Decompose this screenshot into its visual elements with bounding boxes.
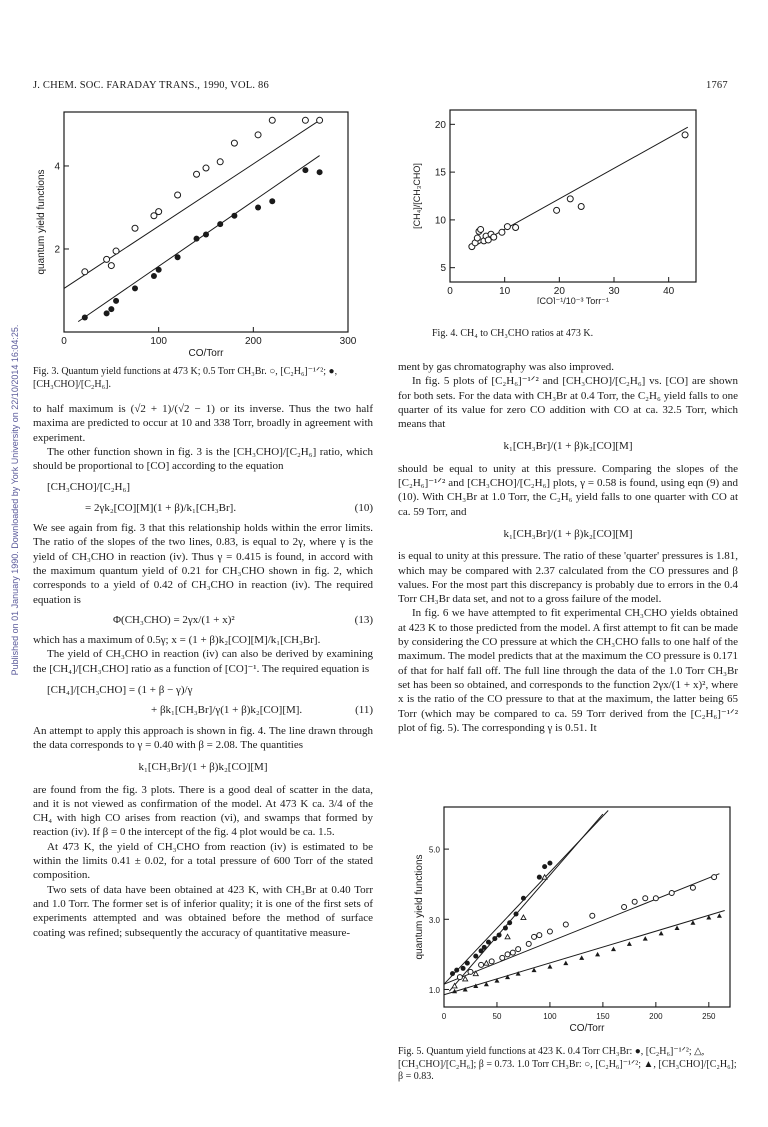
equation-13	[33, 613, 373, 627]
y-axis-label: quantum yield functions	[414, 854, 425, 960]
plot-frame	[450, 110, 696, 282]
equation-b: k₁[CH₃Br]/(1 + β)k₂[CO][M]	[503, 527, 633, 540]
data-point-filled-circle	[497, 933, 502, 938]
fig5-chart	[410, 803, 738, 1043]
data-point-filled-triangle	[579, 955, 584, 960]
data-point-open-circle	[682, 132, 688, 138]
data-point-filled-triangle	[627, 941, 632, 946]
data-point-open-circle	[669, 890, 674, 895]
data-point-filled-triangle	[717, 913, 722, 918]
data-point-filled-circle	[465, 961, 470, 966]
y-tick-label: 5	[440, 263, 446, 275]
data-point-open-circle	[457, 975, 462, 980]
equation-10-rhs: = 2γk₂[CO][M](1 + β)/k₁[CH₃Br].	[85, 501, 237, 514]
download-note	[8, 70, 22, 930]
data-point-open-circle	[317, 117, 323, 123]
x-tick-label: 100	[543, 1012, 557, 1021]
paragraph: Two sets of data have been obtained at 423 K, with CH₃Br at 0.40 Torr and 1.0 Torr. The former set is of inferior quality; it is one of the first sets of experiments attempted and was obtained before the method of surface coating was refined; subsequently the accuracy of quantitative measure-	[33, 883, 373, 939]
data-point-open-circle	[632, 899, 637, 904]
paragraph: are found from the fig. 3 plots. There is a good deal of scatter in the data, and it is not viewed as confirmation of the model. At 473 K ca. 3/4 of the CH₄ with high CO arises from reaction (vi), and swamps that formed by reaction (iv). If β = 0 the intercept of the fig. 4 plot would be ca. 1.5.	[33, 783, 373, 839]
data-point-open-circle	[132, 225, 138, 231]
paragraph: which has a maximum of 0.5γ; x = (1 + β)k₂[CO][M]/k₁[CH₃Br].	[33, 634, 321, 647]
equation-10	[33, 501, 373, 515]
plot-frame	[64, 112, 348, 332]
x-tick-label: 0	[447, 286, 453, 297]
data-point-filled-circle	[317, 169, 323, 175]
y-tick-label: 15	[434, 167, 446, 179]
plot-frame	[444, 807, 730, 1007]
data-point-filled-circle	[302, 167, 308, 173]
data-point-filled-circle	[473, 954, 478, 959]
data-point-open-circle	[526, 941, 531, 946]
equation-number: (13)	[354, 613, 373, 626]
data-point-filled-circle	[542, 864, 547, 869]
data-point-filled-circle	[175, 254, 181, 260]
data-point-open-circle	[194, 171, 200, 177]
fit-line	[64, 120, 320, 288]
x-axis-label: [CO]⁻¹/10⁻³ Torr⁻¹	[536, 296, 610, 304]
data-point-filled-circle	[231, 213, 237, 219]
equation-a: k₁[CH₃Br]/(1 + β)k₂[CO][M]	[503, 440, 633, 453]
x-axis-label: CO/Torr	[188, 348, 224, 359]
data-point-filled-triangle	[643, 936, 648, 941]
data-point-open-circle	[504, 224, 510, 230]
data-point-open-circle	[203, 165, 209, 171]
fit-line	[444, 911, 725, 995]
data-point-filled-circle	[132, 285, 138, 291]
data-point-filled-circle	[269, 198, 275, 204]
data-point-open-triangle	[521, 915, 526, 920]
data-point-open-triangle	[484, 961, 489, 966]
data-point-open-circle	[108, 263, 114, 269]
data-point-open-triangle	[505, 934, 510, 939]
equation-10-lhs: [CH₃CHO]/[C₂H₆]	[47, 481, 130, 494]
data-point-open-circle	[537, 933, 542, 938]
data-point-open-circle	[255, 132, 261, 138]
data-point-open-circle	[500, 955, 505, 960]
paragraph: to half maximum is (√2 + 1)/(√2 − 1) or its inverse. Thus the two half maxima are predicted to occur at 10 and 338 Torr, broadly in agreement with experiment.	[33, 403, 373, 444]
data-point-open-circle	[516, 947, 521, 952]
data-point-open-circle	[479, 962, 484, 967]
paragraph: At 473 K, the yield of CH₃CHO from reaction (iv) is estimated to be within the limits 0.41 ± 0.02, for a total pressure of 600 Torr of the stated composition.	[33, 840, 373, 882]
fig4-caption: Fig. 4. CH₄ to CH₃CHO ratios at 473 K.	[432, 328, 594, 339]
paragraph: We see again from fig. 3 that this relationship holds within the error limits. The ratio of the slopes of the two lines, 0.83, is equal to 2γ, where γ is the yield of CH₃CHO in reaction (iv). Thus γ = 0.415 is found, in accord with the maximum quantum yield of 0.21 for CH₃CHO shown in fig. 2, which corresponds to a yield of 0.42 of CH₃CHO in reaction (iv). The required equation is	[33, 522, 373, 606]
data-point-open-circle	[653, 896, 658, 901]
data-point-filled-circle	[461, 966, 466, 971]
x-tick-label: 300	[339, 336, 357, 347]
data-point-open-circle	[690, 885, 695, 890]
x-axis-label: CO/Torr	[569, 1023, 605, 1034]
x-tick-label: 0	[61, 336, 67, 347]
data-point-open-circle	[302, 117, 308, 123]
data-point-filled-circle	[203, 231, 209, 237]
data-point-filled-circle	[547, 861, 552, 866]
data-point-open-circle	[510, 950, 515, 955]
y-tick-label: 20	[434, 119, 446, 131]
fit-line	[449, 814, 603, 991]
data-point-filled-circle	[537, 875, 542, 880]
paragraph: is equal to unity at this pressure. The ratio of these 'quarter' pressures is 1.81, which may be compared with 2.37 calculated from the CO pressures and β values. For the most part this discrepancy is probably due to errors in the 0.4 Torr CH₃Br data set, and not to a gross failure of the model.	[398, 550, 738, 606]
data-point-open-circle	[82, 269, 88, 275]
equation-number: (10)	[354, 501, 373, 514]
data-point-open-triangle	[452, 983, 457, 988]
data-point-open-triangle	[463, 976, 468, 981]
data-point-filled-circle	[82, 314, 88, 320]
y-tick-label: 10	[434, 215, 446, 227]
data-point-filled-circle	[521, 896, 526, 901]
left-column	[33, 402, 373, 940]
data-point-filled-circle	[255, 204, 261, 210]
data-point-filled-circle	[194, 236, 200, 242]
running-header: J. CHEM. SOC. FARADAY TRANS., 1990, VOL. 86	[33, 80, 269, 91]
data-point-filled-circle	[482, 945, 487, 950]
equation-11-line1: [CH₄]/[CH₃CHO] = (1 + β − γ)/γ	[47, 684, 193, 697]
x-tick-label: 0	[441, 1012, 447, 1021]
data-point-open-circle	[217, 159, 223, 165]
figure-3	[34, 104, 364, 362]
y-axis-label: [CH₄]/[CH₃CHO]	[412, 163, 422, 229]
equation-11	[33, 703, 373, 717]
paragraph: ment by gas chromatography was also improved.	[398, 361, 614, 373]
data-point-filled-circle	[108, 306, 114, 312]
y-tick-label: 3.0	[428, 915, 440, 925]
data-point-filled-triangle	[563, 961, 568, 966]
data-point-open-circle	[474, 235, 480, 241]
x-tick-label: 50	[492, 1012, 502, 1021]
data-point-open-circle	[489, 959, 494, 964]
y-tick-label: 4	[54, 161, 60, 173]
right-column	[398, 360, 738, 735]
data-point-open-circle	[547, 929, 552, 934]
equation-11-line2: + βk₁[CH₃Br]/γ(1 + β)k₂[CO][M].	[151, 704, 303, 717]
data-point-open-circle	[513, 225, 519, 231]
data-point-filled-circle	[104, 310, 110, 316]
equation-quantities: k₁[CH₃Br]/(1 + β)k₂[CO][M]	[138, 761, 268, 774]
data-point-filled-triangle	[547, 964, 552, 969]
x-tick-label: 10	[499, 286, 511, 297]
x-tick-label: 150	[596, 1012, 610, 1021]
equation-13-body: Φ(CH₃CHO) = 2γx/(1 + x)²	[113, 613, 235, 626]
data-point-open-circle	[491, 234, 497, 240]
data-point-filled-circle	[492, 936, 497, 941]
y-tick-label: 5.0	[428, 845, 440, 855]
y-tick-label: 2	[54, 244, 60, 256]
data-point-filled-triangle	[595, 952, 600, 957]
page-number: 1767	[706, 80, 728, 91]
y-tick-label: 1.0	[428, 985, 440, 995]
paragraph: should be equal to unity at this pressure. Comparing the slopes of the [C₂H₆]⁻¹ᐟ² and [CH₃CHO]/[C₂H₆] plots, γ = 0.58 is found, using eqn (9) and (10). With CH₃Br at 1.0 Torr, the C₂H₆ yield falls to one quarter with CO at ca. 59 Torr, and	[398, 462, 738, 518]
figure-4	[408, 104, 708, 304]
equation-number: (11)	[355, 704, 373, 717]
data-point-open-circle	[567, 196, 573, 202]
data-point-filled-circle	[486, 940, 491, 945]
data-point-open-circle	[590, 913, 595, 918]
fig4-chart	[408, 104, 708, 304]
fig3-caption: Fig. 3. Quantum yield functions at 473 K; 0.5 Torr CH₃Br. ○, [C₂H₆]⁻¹ᐟ²; ●, [CH₃CHO]/[C₂H₆].	[33, 366, 338, 390]
x-tick-label: 100	[150, 336, 168, 347]
data-point-open-circle	[478, 226, 484, 232]
data-point-open-circle	[104, 256, 110, 262]
data-point-filled-triangle	[675, 926, 680, 931]
fig5-caption: Fig. 5. Quantum yield functions at 423 K. 0.4 Torr CH₃Br: ●, [C₂H₆]⁻¹ᐟ²; △, [CH₃CHO]/[C₂H₆]; β = 0.73. 1.0 Torr CH₃Br: ○, [C₂H₆]⁻¹ᐟ²; ▲, [CH₃CHO]/[C₂H₆]; β = 0.83.	[398, 1046, 737, 1082]
data-point-filled-circle	[113, 298, 119, 304]
figure-5	[410, 803, 738, 1043]
fig3-chart	[34, 104, 364, 362]
data-point-open-circle	[113, 248, 119, 254]
y-axis-label: quantum yield functions	[36, 169, 47, 275]
data-point-filled-circle	[514, 912, 519, 917]
paragraph: The yield of CH₃CHO in reaction (iv) can also be derived by examining the [CH₄]/[CH₃CHO] ratio as a function of [CO]⁻¹. The required equation is	[33, 648, 373, 675]
paragraph: An attempt to apply this approach is shown in fig. 4. The line drawn through the data corresponds to γ = 0.40 with β = 2.08. The quantities	[33, 724, 373, 751]
data-point-open-circle	[156, 209, 162, 215]
data-point-filled-circle	[450, 971, 455, 976]
data-point-filled-triangle	[611, 947, 616, 952]
data-point-open-circle	[175, 192, 181, 198]
x-tick-label: 40	[663, 286, 675, 297]
x-tick-label: 250	[702, 1012, 716, 1021]
paragraph: The other function shown in fig. 3 is the [CH₃CHO]/[C₂H₆] ratio, which should be proportional to [CO] according to the equation	[33, 445, 373, 473]
data-point-open-circle	[269, 117, 275, 123]
data-point-open-circle	[505, 952, 510, 957]
x-tick-label: 200	[649, 1012, 663, 1021]
data-point-open-circle	[622, 905, 627, 910]
data-point-open-circle	[712, 875, 717, 880]
data-point-open-circle	[532, 934, 537, 939]
data-point-filled-triangle	[659, 931, 664, 936]
paragraph: In fig. 6 we have attempted to fit experimental CH₃CHO yields obtained at 423 K to those predicted from the model. A first attempt to fit can be made by considering the CO pressure at which the CH₃CHO falls to one half of the maximum. The model predicts that at the maximum the CO pressure is 0.171 of that for half fall off. The full line through the data of the 1.0 Torr CH₃Br set has been so obtained, and corresponds to the function 2γx/(1 + x)², where x is the ratio of the CO pressure to that at the maximum, the latter being 65 Torr (which may be compared to ca. 59 Torr derived from the [C₂H₆]⁻¹ᐟ² plot of fig. 5). The corresponding γ is 0.51. It	[398, 607, 738, 734]
data-point-filled-circle	[503, 926, 508, 931]
data-point-open-circle	[563, 922, 568, 927]
download-note-text: Published on 01 January 1990. Downloaded by York University on 22/10/2014 16:04:25.	[10, 324, 20, 676]
data-point-open-circle	[578, 204, 584, 210]
data-point-filled-circle	[507, 920, 512, 925]
data-point-filled-circle	[454, 968, 459, 973]
x-tick-label: 200	[244, 336, 262, 347]
data-point-open-circle	[643, 896, 648, 901]
data-point-open-circle	[499, 229, 505, 235]
data-point-filled-circle	[151, 273, 157, 279]
paragraph: In fig. 5 plots of [C₂H₆]⁻¹ᐟ² and [CH₃CHO]/[C₂H₆] vs. [CO] are shown for both sets. For the data with CH₃Br at 0.4 Torr, the C₂H₆ yield falls to one quarter of its value for zero CO addition with CO at ca. 32.5 Torr, which means that	[398, 375, 738, 431]
data-point-filled-circle	[217, 221, 223, 227]
x-tick-label: 30	[608, 286, 620, 297]
data-point-open-circle	[554, 207, 560, 213]
data-point-filled-circle	[156, 267, 162, 273]
data-point-open-circle	[468, 969, 473, 974]
x-tick-label: 20	[553, 286, 565, 297]
fit-line	[472, 127, 688, 247]
data-point-open-circle	[231, 140, 237, 146]
